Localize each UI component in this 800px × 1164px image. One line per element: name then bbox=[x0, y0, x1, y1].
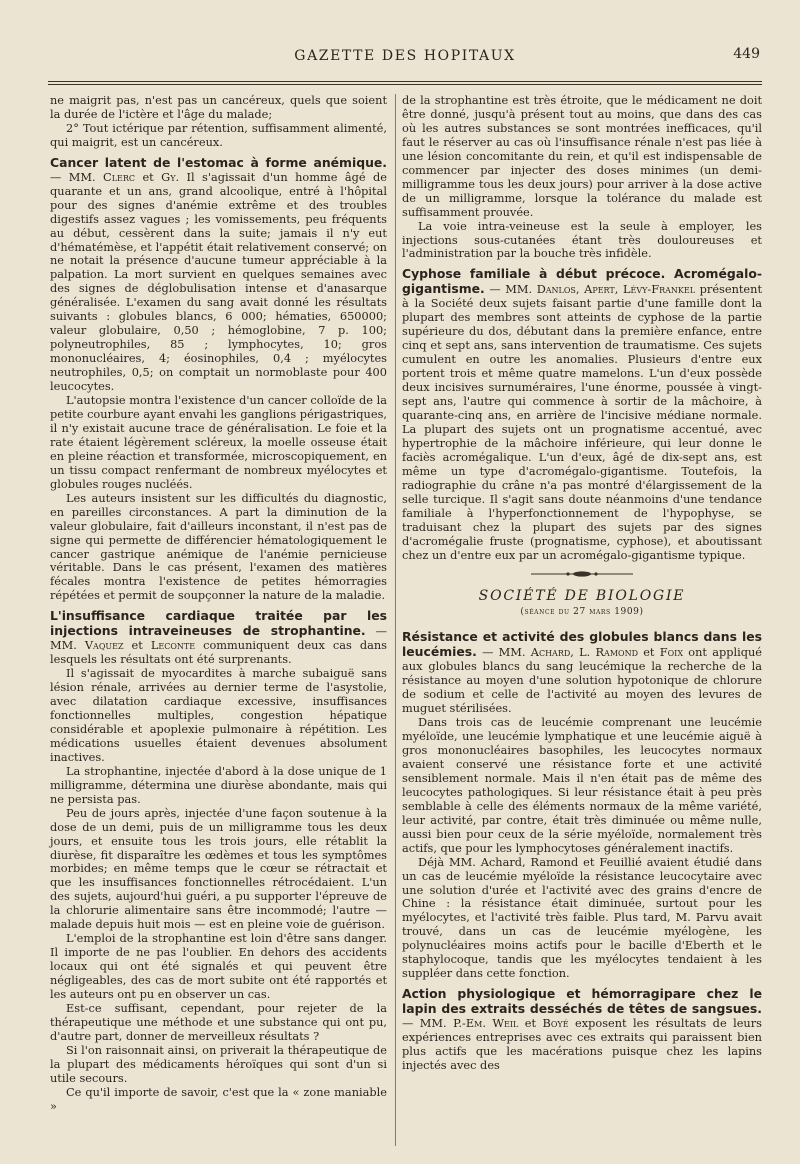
page-number: 449 bbox=[733, 46, 760, 62]
paragraph: La strophantine, injectée d'abord à la dose unique de 1 milligramme, détermina une diurèse abondante, mais qui ne persista pas. bbox=[50, 763, 387, 806]
paragraph: L'autopsie montra l'existence d'un cancer colloïde de la petite courbure ayant envahi les ganglions périgastriques, il n'y existait aucune trace de généralisation. Le foie et la rate étaient légèrement scléreux, la moelle osseuse était en pleine réaction et transformée, microscopiquement, en un tissu compact renfermant de nombreux myélocytes et globules rouges nucléés. bbox=[50, 393, 387, 491]
author-name: Leconte bbox=[150, 638, 196, 653]
article-body: . Il s'agissait d'un homme âgé de quarante et un ans, grand alcoolique, entré à l'hôpital pour des signes d'anémie extrême et des troubles digestifs assez vagues ; les vomissements, peu fréquents au début, cessèrent dans la suite; jamais il n'y eut d'hématémèse, et l'appétit était relativement conservé; on ne notait la présence d'aucune tumeur appréciable à la palpation. La mort survient en quelques semaines avec des signes de déglobulisation intense et d'anasarque généralisée. L'examen du sang avait donné les résultats suivants : globules blancs, 6 000; hématies, 650000; valeur globulaire, 0,50 ; hémoglobine, 7 p. 100; polyneutrophiles, 85 ; lymphocytes, 10; gros mononucléaires, 4; éosinophiles, 0,4 ; myélocytes neutrophiles, 0,5; on comptait un normoblaste pour 400 leucocytes. bbox=[50, 169, 387, 394]
paragraph: Si l'on raisonnait ainsi, on priverait la thérapeutique de la plupart des médicaments héroïques qui sont d'un si utile secours. bbox=[50, 1042, 387, 1085]
author-name: Danlos bbox=[536, 282, 576, 297]
author-name: Clerc bbox=[103, 169, 136, 184]
author-name: Apert bbox=[584, 282, 615, 297]
left-column: ne maigrit pas, n'est pas un cancéreux, quels que soient la durée de l'ictère et l'âge du malade; 2° Tout ictérique par rétention, suffisamment alimenté, qui maigrit, est un cancéreux. Cancer latent de l'estomac à forme anémique. — MM. Clerc et Gy. Il s'agissait d'un homme âgé de quarante et un ans, grand alcoolique, entré à l'hôpital pour des signes d'anémie extrême et des troubles digestifs assez vagues ; les vomissements, peu fréquents au début, cessèrent dans la suite; jamais il n'y eut d'hématémèse, et l'appétit était relativement conservé; on ne notait la présence d'aucune tumeur appréciable à la palpation. La mort survient en quelques semaines avec des signes de déglobulisation intense et d'anasarque généralisée. L'examen du sang avait donné les résultats suivants : globules blancs, 6 000; hématies, 650000; valeur globulaire, 0,50 ; hémoglobine, 7 p. 100; polyneutrophiles, 85 ; lymphocytes, 10; gros mononucléaires, 4; éosinophiles, 0,4 ; myélocytes neutrophiles, 0,5; on comptait un normoblaste pour 400 leucocytes. L'autopsie montra l'existence d'un cancer colloïde de la petite courbure ayant envahi les ganglions périgastriques, il n'y existait aucune trace de généralisation. Le foie et la rate étaient légèrement scléreux, la moelle osseuse était en pleine réaction et transformée, microscopiquement, en un tissu compact renfermant de nombreux myélocytes et globules rouges nucléés. Les auteurs insistent sur les difficultés du diagnostic, en pareilles circonstances. A part la diminution de la valeur globulaire, fait d'ailleurs inconstant, il n'est pas de signe qui permette de différencier hématologiquement le cancer gastrique anémique de l'anémie pernicieuse véritable. Dans le cas présent, l'examen des matières fécales montra l'existence de petites hémorragies répétées et permit de soupçonner la nature de la maladie. L'insuffisance cardiaque traitée par les injections intraveineuses de strophantine. — MM. Vaquez et Leconte communiquent deux cas dans lesquels les résultats ont été surprenants. Il s'agissait de myocardites à marche subaiguë sans lésion rénale, arrivées au dernier terme de l'asystolie, avec dilatation cardiaque excessive, insuffisances fonctionnelles multiples, congestion hépatique considérable et apoplexie pulmonaire à répétition. Les médications usuelles étaient devenues absolument inactives. La strophantine, injectée d'abord à la dose unique de 1 milligramme, détermina une diurèse abondante, mais qui ne persista pas. Peu de jours après, injectée d'une façon soutenue à la dose de un demi, puis de un milligramme tous les deux jours, et ensuite tous les trois jours, elle rétablit la diurèse, fit disparaître les œdèmes et tous les symptômes morbides; en même temps que le cœur se rétractait et que les insuffisances fonctionnelles rétrocédaient. L'un des sujets, aujourd'hui guéri, a pu supporter l'épreuve de la chlorurie alimentaire sans être incommodé; l'autre — malade depuis huit mois — est en pleine voie de guérison. L'emploi de la strophantine est loin d'être sans danger. Il importe de ne pas l'oublier. En dehors des accidents locaux qui ont été signalés et qui peuvent être négligeables, des cas de mort subite ont été rapportés et les auteurs ont pu en observer un cas. Est-ce suffisant, cependant, pour rejeter de la thérapeutique une méthode et une substance qui ont pu, d'autre part, donner de merveilleux résultats ? Si l'on raisonnait ainsi, on priverait la thérapeutique de la plupart des médicaments héroïques qui sont d'un si utile secours. Ce qu'il importe de savoir, c'est que la « zone maniable » bbox=[50, 93, 387, 1113]
author-name: Ramond bbox=[595, 645, 638, 660]
article-body: communiquent deux cas dans lesquels les résultats ont été surprenants. bbox=[50, 638, 387, 667]
article-heading: L'insuffisance cardiaque traitée par les injections intraveineuses de strophantine. bbox=[50, 608, 387, 639]
article-heading: Résistance et activité des globules blancs dans les leucémies. bbox=[402, 629, 762, 660]
paragraph: ne maigrit pas, n'est pas un cancéreux, quels que soient la durée de l'ictère et l'âge du malade; bbox=[50, 93, 387, 121]
paragraph: Les auteurs insistent sur les difficultés du diagnostic, en pareilles circonstances. A part la diminution de la valeur globulaire, fait d'ailleurs inconstant, il n'est pas de signe qui permette de différencier hématologiquement le cancer gastrique anémique de l'anémie pernicieuse véritable. Dans le cas présent, l'examen des matières fécales montra l'existence de petites hémorragies répétées et permit de soupçonner la nature de la maladie. bbox=[50, 490, 387, 603]
author-name: Boyé bbox=[542, 1016, 569, 1031]
column-divider bbox=[395, 94, 396, 1146]
paragraph: Est-ce suffisant, cependant, pour rejeter de la thérapeutique une méthode et une substance qui ont pu, d'autre part, donner de merveilleux résultats ? bbox=[50, 1001, 387, 1043]
paragraph: de la strophantine est très étroite, que le médicament ne doit être donné, jusqu'à présent tout au moins, que dans des cas où les autres substances se sont montrées inefficaces, qu'il faut le réserver au cas où l'insuffisance rénale n'est pas liée à une lésion concomitante du rein, et qu'il est indispensable de commencer par injecter des doses minimes (un demi-milligramme tous les deux jours) pour arriver à la dose active de un milligramme, lorsque la tolérance du malade est suffisamment prouvée. bbox=[402, 93, 762, 219]
article-heading: Cyphose familiale à début précoce. Acromégalo-gigantisme. bbox=[402, 266, 762, 297]
article-body: présentent à la Société deux sujets faisant partie d'une famille dont la plupart des membres sont atteints de cyphose de la partie supérieure du dos, débutant dans la première enfance, entre cinq et sept ans, sans intervention de traumatisme. Ces sujets cumulent en outre les anomalies. Plusieurs d'entre eux portent trois et même quatre mamelons. L'un d'eux possède deux incisives surnuméraires, l'une énorme, poussée à vingt-sept ans, l'autre qui commence à sortir de la mâchoire, à quarante-cinq ans, en arrière de l'incisive médiane normale. La plupart des sujets ont un prognatisme accentué, avec hypertrophie de la mâchoire inférieure, qui leur donne le faciès acromégalique. L'un d'eux, âgé de dix-sept ans, est même un type d'acromégalo-gigantisme. Toutefois, la radiographie du crâne n'a pas montré d'élargissement de la selle turcique. Il s'agit sans doute néanmoins d'une tendance familiale à l'hyperfonctionnement de l'hypophyse, se traduisant chez la plupart des sujets par des signes d'acromégalie fruste (prognatisme, cyphose), et aboutissant chez un d'entre eux par un acromégalo-gigantisme typique. bbox=[402, 282, 763, 562]
society-heading: SOCIÉTÉ DE BIOLOGIE bbox=[478, 588, 686, 605]
header-rule-bottom bbox=[48, 84, 762, 85]
paragraph: L'emploi de la strophantine est loin d'être sans danger. Il importe de ne pas l'oublier. En dehors des accidents locaux qui ont été signalés et qui peuvent être négligeables, des cas de mort subite ont été rapportés et les auteurs ont pu en observer un cas. bbox=[50, 931, 387, 1002]
session-date: (séance du 27 mars 1909) bbox=[520, 607, 644, 618]
author-name: Foix bbox=[659, 645, 684, 660]
article-body: ont appliqué aux globules blancs du sang leucémique la recherche de la résistance au moyen d'une solution hypotonique de chlorure de sodium et celle de l'activité au moyen des levures de muguet stérilisées. bbox=[402, 645, 763, 716]
article-body: exposent les résultats de leurs expériences entreprises avec ces extraits qui paraissent bien plus actifs que les macérations puisque chez les lapins injectés avec des bbox=[402, 1016, 762, 1072]
author-name: Vaquez bbox=[84, 638, 124, 653]
article-heading: Action physiologique et hémorragipare chez le lapin des extraits desséchés de têtes de sangsues. bbox=[402, 986, 762, 1017]
header-rule-top bbox=[48, 81, 762, 82]
paragraph: Déjà MM. Achard, Ramond et Feuillié avaient étudié dans un cas de leucémie myéloïde la résistance leucocytaire avec une solution d'urée et l'activité avec des grains d'encre de Chine : la résistance était diminuée, surtout pour les myélocytes, et l'activité très faible. Plus tard, M. Parvu avait trouvé, dans un cas de leucémie myélogène, les polynucléaires moins actifs pour le bacille d'Eberth et le staphylocoque, tandis que les myélocytes tendaient à les suppléer dans cette fonction. bbox=[402, 854, 762, 981]
author-name: Lévy-Frankel bbox=[622, 282, 696, 297]
author-name: Gy bbox=[161, 169, 176, 184]
article-heading: Cancer latent de l'estomac à forme anémique. bbox=[50, 154, 387, 170]
journal-title: GAZETTE DES HOPITAUX bbox=[294, 48, 516, 64]
right-column: de la strophantine est très étroite, que le médicament ne doit être donné, jusqu'à présent tout au moins, que dans des cas où les autres substances se sont montrées inefficaces, qu'il faut le réserver au cas où l'insuffisance rénale n'est pas liée à une lésion concomitante du rein, et qu'il est indispensable de commencer par injecter des doses minimes (un demi-milligramme tous les deux jours) pour arriver à la dose active de un milligramme, lorsque la tolérance du malade est suffisamment prouvée. La voie intra-veineuse est la seule à employer, les injections sous-cutanées étant très douloureuses et l'administration par la bouche très infidèle. Cyphose familiale à début précoce. Acromégalo-gigantisme. — MM. Danlos, Apert, Lévy-Frankel présentent à la Société deux sujets faisant partie d'une famille dont la plupart des membres sont atteints de cyphose de la partie supérieure du dos, débutant dans la première enfance, entre cinq et sept ans, sans intervention de traumatisme. Ces sujets cumulent en outre les anomalies. Plusieurs d'entre eux portent trois et même quatre mamelons. L'un d'eux possède deux incisives surnuméraires, l'une énorme, poussée à vingt-sept ans, l'autre qui commence à sortir de la mâchoire, à quarante-cinq ans, en arrière de l'incisive médiane normale. La plupart des sujets ont un prognatisme accentué, avec hypertrophie de la mâchoire inférieure, qui leur donne le faciès acromégalique. L'un d'eux, âgé de dix-sept ans, est même un type d'acromégalo-gigantisme. Toutefois, la radiographie du crâne n'a pas montré d'élargissement de la selle turcique. Il s'agit sans doute néanmoins d'une tendance familiale à l'hyperfonctionnement de l'hypophyse, se traduisant chez la plupart des sujets par des signes d'acromégalie fruste (prognatisme, cyphose), et aboutissant chez un d'entre eux par un acromégalo-gigantisme typique. SOCIÉTÉ DE BIOLOGIE (séance du 27 mars 1909) Résistance et activité des globules blancs dans les leucémies. — MM. Achard, L. Ramond et Foix ont appliqué aux globules blancs du sang leucémique la recherche de la résistance au moyen d'une solution hypotonique de chlorure de sodium et celle de l'activité au moyen des levures de muguet stérilisées. Dans trois cas de leucémie comprenant une leucémie myéloïde, une leucémie lymphatique et une leucémie aiguë à gros mononucléaires basophiles, les leucocytes normaux avaient conservé une résistance forte et une activité sensiblement normale. Mais il n'en était pas de même des leucocytes pathologiques. Si leur résistance était à peu près semblable à celle des éléments normaux de la même variété, leur activité, par contre, était très diminuée ou même nulle, aussi bien pour ceux de la série myéloïde, normalement très actifs, que pour les lymphocytoses généralement inactifs. Déjà MM. Achard, Ramond et Feuillié avaient étudié dans un cas de leucémie myéloïde la résistance leucocytaire avec une solution d'urée et l'activité avec des grains d'encre de Chine : la résistance était diminuée, surtout pour les myélocytes, et l'activité très faible. Plus tard, M. Parvu avait trouvé, dans un cas de leucémie myélogène, les polynucléaires moins actifs pour le bacille d'Eberth et le staphylocoque, tandis que les myélocytes tendaient à les suppléer dans cette fonction. Action physiologique et hémorragipare chez le lapin des extraits desséchés de têtes de sangsues. — MM. P.-Em. Weil et Boyé exposent les résultats de leurs expériences entreprises avec ces extraits qui paraissent bien plus actifs que les macérations puisque chez les lapins injectés avec des bbox=[402, 93, 763, 1072]
paragraph: Il s'agissait de myocardites à marche subaiguë sans lésion rénale, arrivées au dernier terme de l'asystolie, avec dilatation cardiaque excessive, insuffisances fonctionnelles multiples, congestion hépatique considérable et apoplexie pulmonaire à répétition. Les médications usuelles étaient devenues absolument inactives. bbox=[50, 666, 387, 764]
author-name: P.-Em. Weil bbox=[453, 1016, 519, 1031]
paragraph: Dans trois cas de leucémie comprenant une leucémie myéloïde, une leucémie lymphatique et une leucémie aiguë à gros mononucléaires basophiles, les leucocytes normaux avaient conservé une résistance forte et une activité sensiblement normale. Mais il n'en était pas de même des leucocytes pathologiques. Si leur résistance était à peu près semblable à celle des éléments normaux de la même variété, leur activité, par contre, était très diminuée ou même nulle, aussi bien pour ceux de la série myéloïde, normalement très actifs, que pour les lymphocytoses généralement inactifs. bbox=[402, 715, 762, 855]
paragraph: 2° Tout ictérique par rétention, suffisamment alimenté, qui maigrit, est un cancéreux. bbox=[50, 120, 387, 149]
running-header bbox=[48, 48, 762, 70]
paragraph: La voie intra-veineuse est la seule à employer, les injections sous-cutanées étant très douloureuses et l'administration par la bouche très infidèle. bbox=[402, 218, 762, 261]
section-ornament bbox=[527, 570, 637, 578]
paragraph: Ce qu'il importe de savoir, c'est que la « zone maniable » bbox=[50, 1084, 387, 1113]
paragraph: Peu de jours après, injectée d'une façon soutenue à la dose de un demi, puis de un milligramme tous les deux jours, et ensuite tous les trois jours, elle rétablit la diurèse, fit disparaître les œdèmes et tous les symptômes morbides; en même temps que le cœur se rétractait et que les insuffisances fonctionnelles rétrocédaient. L'un des sujets, aujourd'hui guéri, a pu supporter l'épreuve de la chlorurie alimentaire sans être incommodé; l'autre — malade depuis huit mois — est en pleine voie de guérison. bbox=[50, 805, 387, 932]
author-name: Achard bbox=[530, 645, 571, 660]
